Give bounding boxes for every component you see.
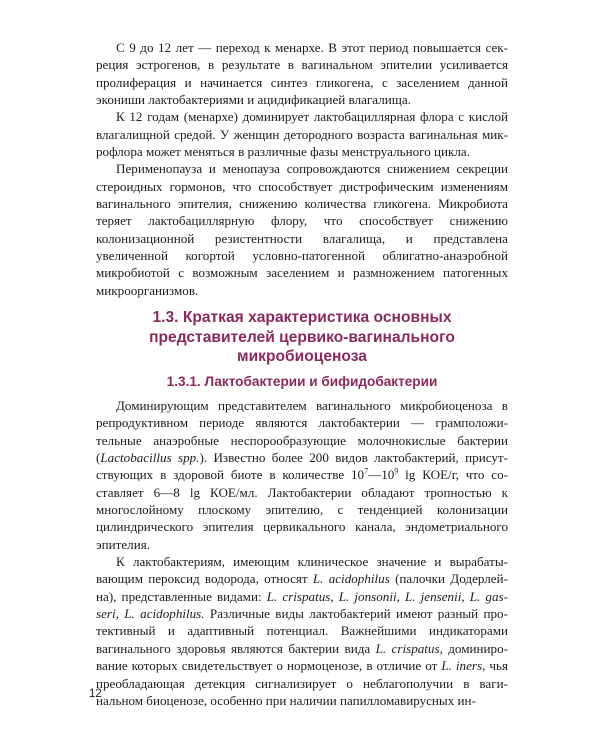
text-run: , доминирование которых свидетельствует о нормоценозе, в отличие от: [96, 640, 508, 674]
exponent: 7: [364, 467, 369, 477]
text-run: —10: [368, 467, 395, 483]
section-heading: 1.3. Краткая характеристика основных представителей цервико-вагинального микробиоценоза: [149, 309, 455, 365]
paragraph-lactobacteria-dominance: [96, 397, 508, 553]
lactobacteria-text-block: [96, 397, 508, 709]
species-name: L. acidophilus: [312, 571, 390, 587]
text-run: К лактобактериям, имеющим клиническое значение и вырабатывающим пероксид водорода, относят: [96, 554, 508, 587]
species-name: L. crispatus, L. jonsonii, L. jensenii, L. gasseri, L. acidophilus.: [96, 588, 508, 622]
text-run: (палочки Додерлейна), представленные видами:: [96, 571, 508, 604]
species-name: Lactobacillus spp.: [100, 450, 200, 466]
text-run: Различные виды лактобактерий имеют разный протективный и адаптивный потенциал. Важнейшими индикаторами вагинального здоровья являются бактерии вида: [96, 606, 508, 656]
page-number: 12: [89, 688, 102, 700]
text-run: lg КОЕ/г, что составляет 6—8 lg КОЕ/мл. Лактобактерии обладают тропностью к многослойному плоскому эпителию, с тенденцией колонизации цилиндрического эпителия цервикального канала, эндометриального эпителия.: [96, 467, 508, 552]
species-name: L. crispatus: [375, 640, 440, 656]
text-run: ). Известно более 200 видов лактобактерий, присутствующих в здоровой биоте в количестве 10: [96, 450, 508, 483]
subsection-heading: 1.3.1. Лактобактерии и бифидобактерии: [166, 374, 438, 389]
paragraph-lactobacteria-species: [96, 553, 508, 709]
species-name: L. iners: [441, 658, 483, 674]
intro-text-block: [96, 39, 508, 299]
text-run: , чья преобладающая детекция сигнализирует о неблагополучии в вагинальном биоценозе, особенно при наличии папилломавирусных ин-: [96, 658, 508, 708]
exponent: 9: [394, 467, 399, 477]
paragraph-menarche-transition: С 9 до 12 лет — переход к менархе. В этот период повышается секреция эстрогенов, в результате в вагинальном эпителии усиливается пролиферация и начинается синтез гликогена, с заселением данной экониши лактобактериями и ацидификацией влагалища.: [96, 40, 508, 108]
paragraph-menopause: Перименопауза и менопауза сопровождаются снижением секреции стероидных гормонов, что способствует дистрофическим изменениям вагинального эпителия, снижению количества гликогена. Микробиота теряет лактобациллярную флору, что способствует снижению колонизационной резистентности влагалища, и представлена увеличенной когортой условно-патогенной облигатно-анаэробной микробиотой с возможным заселением и размножением патогенных микроорганизмов.: [96, 161, 508, 298]
text-run: Доминирующим представителем вагинального микробиоценоза в репродуктивном периоде являются лактобактерии — грамположительные анаэробные неспорообразующие молочнокислые бактерии (: [96, 398, 508, 466]
paragraph-menarche-flora: К 12 годам (менархе) доминирует лактобациллярная флора с кислой влагалищной средой. У женщин детородного возраста вагинальная микрофлора может меняться в различные фазы менструального цикла.: [96, 109, 508, 160]
